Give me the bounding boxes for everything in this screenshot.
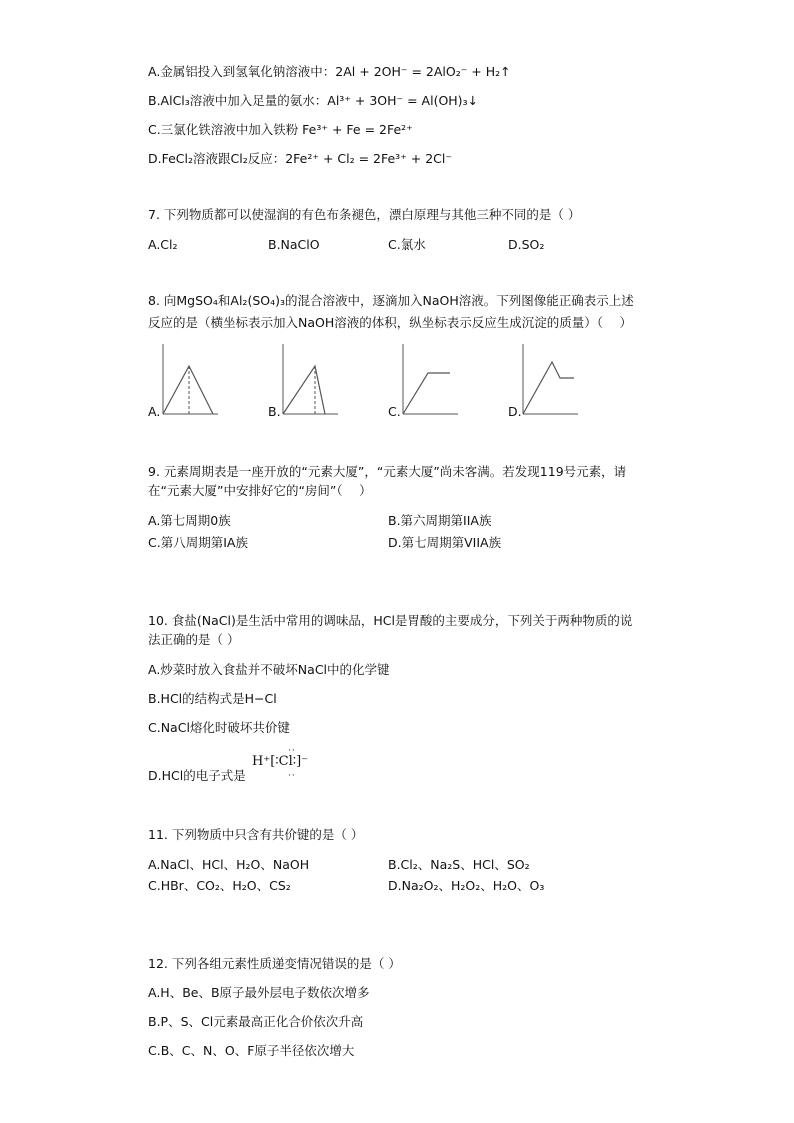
q12-stem: 12. 下列各组元素性质递变情况错误的是（ ） bbox=[148, 956, 401, 971]
q11-option-c: C.HBr、CO₂、H₂O、CS₂ bbox=[148, 878, 291, 893]
q10-option-c: C.NaCl熔化时破坏共价键 bbox=[148, 720, 290, 735]
q9-option-b: B.第六周期第IIA族 bbox=[388, 513, 492, 528]
q12-option-c: C.B、C、N、O、F原子半径依次增大 bbox=[148, 1043, 355, 1058]
hcl-electron-formula: H⁺[∶Cl∶]⁻ bbox=[252, 754, 309, 769]
q9-option-a: A.第七周期0族 bbox=[148, 513, 231, 528]
q10-option-d: D.HCl的电子式是 bbox=[148, 768, 246, 783]
q7-option-c: C.氯水 bbox=[388, 237, 426, 252]
graph-b bbox=[278, 342, 340, 418]
q6-option-c: C.三氯化铁溶液中加入铁粉 Fe³⁺ + Fe = 2Fe²⁺ bbox=[148, 122, 413, 137]
q11-option-a: A.NaCl、HCl、H₂O、NaOH bbox=[148, 857, 310, 872]
graph-c bbox=[398, 342, 460, 418]
q8-stem-line2: 反应的是（横坐标表示加入NaOH溶液的体积，纵坐标表示反应生成沉淀的质量）（ ） bbox=[148, 315, 632, 330]
graph-b-label: B. bbox=[268, 404, 281, 419]
graph-a-label: A. bbox=[148, 404, 161, 419]
q11-option-b: B.Cl₂、Na₂S、HCl、SO₂ bbox=[388, 857, 530, 872]
q10-stem-line1: 10. 食盐(NaCl)是生活中常用的调味品，HCl是胃酸的主要成分，下列关于两种物质的说 bbox=[148, 613, 633, 628]
graph-a bbox=[158, 342, 220, 418]
q6-option-b: B.AlCl₃溶液中加入足量的氨水：Al³⁺ + 3OH⁻ = Al(OH)₃↓ bbox=[148, 93, 479, 108]
electron-dots-top: ·· bbox=[288, 746, 296, 756]
q9-option-c: C.第八周期第IA族 bbox=[148, 535, 248, 550]
q7-option-a: A.Cl₂ bbox=[148, 237, 178, 252]
q6-option-a: A.金属铝投入到氢氧化钠溶液中：2Al + 2OH⁻ = 2AlO₂⁻ + H₂↑ bbox=[148, 64, 511, 79]
q12-option-a: A.H、Be、B原子最外层电子数依次增多 bbox=[148, 985, 370, 1000]
q9-option-d: D.第七周期第VIIA族 bbox=[388, 535, 502, 550]
graph-d bbox=[518, 342, 580, 418]
graph-d-label: D. bbox=[508, 404, 522, 419]
q11-stem: 11. 下列物质中只含有共价键的是（ ） bbox=[148, 827, 364, 842]
electron-dots-bottom: ·· bbox=[288, 771, 296, 781]
q10-option-b: B.HCl的结构式是H−Cl bbox=[148, 691, 277, 706]
q7-option-d: D.SO₂ bbox=[508, 237, 545, 252]
q7-stem: 7. 下列物质都可以使湿润的有色布条褪色，漂白原理与其他三种不同的是（ ） bbox=[148, 207, 581, 222]
q9-stem-line1: 9. 元素周期表是一座开放的“元素大厦”，“元素大厦”尚未客满。若发现119号元素，请 bbox=[148, 464, 627, 479]
q12-option-b: B.P、S、Cl元素最高正化合价依次升高 bbox=[148, 1014, 364, 1029]
q9-stem-line2: 在“元素大厦”中安排好它的“房间”（ ） bbox=[148, 483, 372, 498]
graph-c-label: C. bbox=[388, 404, 401, 419]
q11-option-d: D.Na₂O₂、H₂O₂、H₂O、O₃ bbox=[388, 878, 545, 893]
q10-stem-line2: 法正确的是（ ） bbox=[148, 632, 240, 647]
q7-option-b: B.NaClO bbox=[268, 237, 320, 252]
q6-option-d: D.FeCl₂溶液跟Cl₂反应：2Fe²⁺ + Cl₂ = 2Fe³⁺ + 2Cl⁻ bbox=[148, 151, 452, 166]
q8-stem-line1: 8. 向MgSO₄和Al₂(SO₄)₃的混合溶液中，逐滴加入NaOH溶液。下列图像能正确表示上述 bbox=[148, 293, 634, 308]
q10-option-a: A.炒菜时放入食盐并不破坏NaCl中的化学键 bbox=[148, 662, 390, 677]
